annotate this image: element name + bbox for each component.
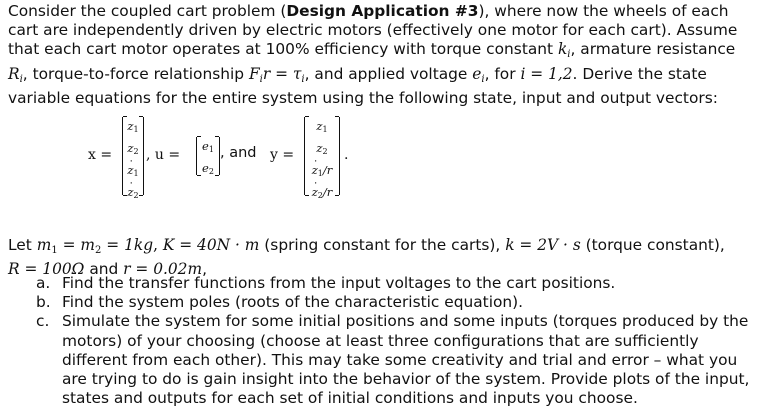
params-text: (torque constant), [580, 236, 725, 254]
intro-text: , and applied voltage [304, 64, 473, 83]
params-text: (spring constant for the carts), [259, 236, 506, 254]
intro-text: variable equations for the entire system using the following state, input and output vectors: [8, 88, 718, 107]
params-text: , [202, 260, 207, 279]
state-z1-dot: ˙ z1 [123, 161, 143, 183]
intro-text: , torque-to-force relationship [22, 64, 249, 83]
output-z2: z2 [316, 141, 328, 156]
task-text: Find the system poles (roots of the characteristic equation). [62, 293, 524, 312]
input-vector [196, 137, 220, 175]
math-resistance: R = 100Ω [8, 260, 85, 279]
input-e2: e2 [202, 161, 214, 176]
math-torque-constant: k = 2V · s [505, 236, 581, 254]
design-application-ref: Design Application #3 [286, 2, 479, 20]
state-vector [122, 117, 144, 200]
intro-text: that each cart motor operates at 100% efficiency with torque constant [8, 40, 558, 59]
output-z2-dot-over-r: ˙ z2/r [305, 183, 339, 205]
output-z1: z1 [316, 119, 328, 134]
y-label: y = [270, 147, 295, 163]
u-label: , u = [146, 147, 181, 163]
intro-text: cart are independently driven by electric motors (effectively one motor for each cart). Assume [8, 21, 738, 40]
math-i-range: i = 1,2 [520, 64, 573, 83]
x-label: x = [88, 147, 113, 163]
params-text: Let [8, 236, 37, 254]
math-radius: r = 0.02m [123, 260, 203, 279]
task-text: Simulate the system for some initial positions and some inputs (torques produced by the motors) of your choosing (choose at least three configurations that are sufficiently different from each other). This may take some creativity and trial and error – what you are trying to do is gain insight into the behavior of the system. Provide plots of the input, states and outputs for each set of initial conditions and inputs you choose. [62, 312, 750, 408]
task-list [36, 274, 756, 408]
output-vector [304, 117, 340, 200]
parameters-text: Let $m_1 = m_2 = 1kg$, K = 40N · m (spring constant for the carts), k = 2V · s (torque constant), R = 100Ω and r = 0.02m, [8, 236, 725, 279]
task-marker: a. [36, 274, 51, 292]
state-z2-dot: ˙ z2 [123, 183, 143, 205]
math-ei: $e_i$ [472, 64, 485, 85]
task-text: Find the transfer functions from the input voltages to the cart positions. [62, 274, 616, 292]
task-item-c [36, 312, 756, 408]
input-e1: e1 [202, 139, 214, 154]
task-item-b [36, 293, 756, 312]
intro-text: , armature resistance [570, 40, 736, 59]
intro-text: ), where now the wheels of each [478, 2, 729, 20]
math-fir: $F_ir = \tau_i$ [248, 64, 305, 85]
intro-text: Consider the coupled cart problem ( [8, 2, 287, 20]
end-period: . [344, 147, 349, 163]
problem-intro [8, 2, 760, 108]
task-marker: c. [36, 312, 50, 331]
intro-text: . Derive the state [572, 64, 707, 83]
math-masses: $m_1 = m_2 = 1kg$ [36, 236, 154, 256]
output-z1-dot-over-r: ˙ z1/r [305, 161, 339, 183]
and-word: , and [220, 145, 257, 161]
intro-text: , for [484, 64, 521, 83]
state-z1: z1 [127, 119, 139, 134]
task-item-a [36, 274, 756, 293]
math-ki: $k_i$ [557, 40, 571, 61]
state-z2: z2 [127, 141, 139, 156]
params-text: and [84, 260, 124, 279]
vector-definitions [88, 116, 408, 200]
task-marker: b. [36, 293, 51, 312]
math-spring-constant: K = 40N · m [162, 236, 260, 254]
math-ri: $R_i$ [8, 64, 23, 85]
